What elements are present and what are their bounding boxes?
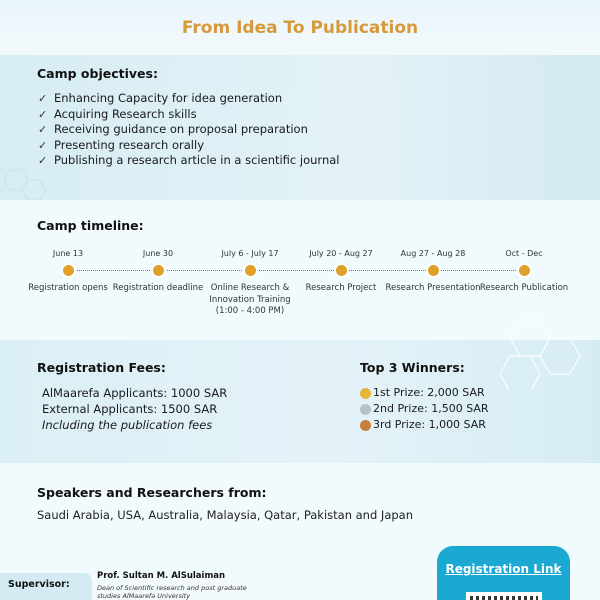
timeline-item xyxy=(383,248,483,295)
footer xyxy=(0,540,600,600)
fee-note: Including the publication fees xyxy=(42,418,213,432)
supervisor-title: Dean of Scientific research and post graduate studies AlMaarefa University xyxy=(97,584,247,600)
timeline-item xyxy=(108,248,208,295)
timeline-dot xyxy=(519,265,530,276)
supervisor-label: Supervisor: xyxy=(8,579,70,590)
timeline-label: Registration opens xyxy=(28,283,108,293)
timeline-date: June 13 xyxy=(52,249,84,258)
timeline-item xyxy=(474,248,574,295)
header xyxy=(0,0,600,55)
timeline-dot xyxy=(63,265,74,276)
bronze-medal-icon xyxy=(360,420,371,431)
timeline-date: June 30 xyxy=(142,249,174,258)
timeline-label: Online Research & Innovation Training xyxy=(209,283,291,305)
gold-medal-icon xyxy=(360,388,371,399)
fee-external: External Applicants: 1500 SAR xyxy=(42,402,218,416)
countries-text: Saudi Arabia, USA, Australia, Malaysia, Qatar, Pakistan and Japan xyxy=(37,508,414,522)
timeline-date: Oct - Dec xyxy=(505,249,543,258)
fees-heading: Registration Fees: xyxy=(37,360,166,375)
prizes-list xyxy=(360,385,489,433)
fees-section xyxy=(0,340,600,463)
qr-code-icon[interactable] xyxy=(466,592,542,600)
timeline-dot xyxy=(428,265,439,276)
check-icon: ✓ xyxy=(38,92,48,105)
timeline-date: July 20 - Aug 27 xyxy=(309,249,373,258)
timeline-section xyxy=(0,200,600,340)
timeline-label: Research Presentation xyxy=(385,283,481,293)
timeline-heading: Camp timeline: xyxy=(37,218,144,233)
fees-list xyxy=(42,385,227,433)
timeline-label: Registration deadline xyxy=(112,283,204,293)
list-item: 3rd Prize: 1,000 SAR xyxy=(360,417,489,433)
list-item: ✓ Enhancing Capacity for idea generation xyxy=(38,91,283,105)
registration-link[interactable]: Registration Link xyxy=(445,562,562,576)
list-item: 2nd Prize: 1,500 SAR xyxy=(360,401,489,417)
timeline-item xyxy=(18,248,118,295)
check-icon: ✓ xyxy=(38,107,48,121)
speakers-heading: Speakers and Researchers from: xyxy=(37,485,267,500)
list-item: ✓ Acquiring Research skills xyxy=(38,106,197,121)
check-icon: ✓ xyxy=(38,154,48,167)
list-item: ✓ Presenting research orally xyxy=(38,137,204,152)
silver-medal-icon xyxy=(360,404,371,415)
list-item: ✓ Publishing a research article in a scientific journal xyxy=(38,153,340,167)
fee-almaarefa: AlMaarefa Applicants: 1000 SAR xyxy=(42,386,228,400)
list-item: ✓ Receiving guidance on proposal preparation xyxy=(38,122,308,136)
objectives-heading: Camp objectives: xyxy=(37,66,158,81)
timeline-label: Research Project xyxy=(305,283,377,293)
timeline-dot xyxy=(336,265,347,276)
timeline-label: Research Publication xyxy=(479,283,569,293)
winners-heading: Top 3 Winners: xyxy=(360,360,465,375)
list-item: 1st Prize: 2,000 SAR xyxy=(360,385,489,401)
supervisor-name: Prof. Sultan M. AlSulaiman xyxy=(97,571,226,581)
check-icon: ✓ xyxy=(38,138,48,152)
hexagon-decoration-icon xyxy=(0,165,60,205)
timeline-item xyxy=(291,248,391,295)
registration-button[interactable] xyxy=(437,546,570,600)
timeline-date: July 6 - July 17 xyxy=(221,249,279,258)
objectives-list xyxy=(38,91,339,169)
timeline-date: Aug 27 - Aug 28 xyxy=(400,249,466,258)
timeline-dot xyxy=(153,265,164,276)
check-icon: ✓ xyxy=(38,123,48,136)
timeline-note: (1:00 - 4:00 PM) xyxy=(215,306,285,316)
timeline-item xyxy=(200,248,300,318)
objectives-section xyxy=(0,55,600,200)
timeline-dot xyxy=(245,265,256,276)
page-title: From Idea To Publication xyxy=(181,18,419,38)
